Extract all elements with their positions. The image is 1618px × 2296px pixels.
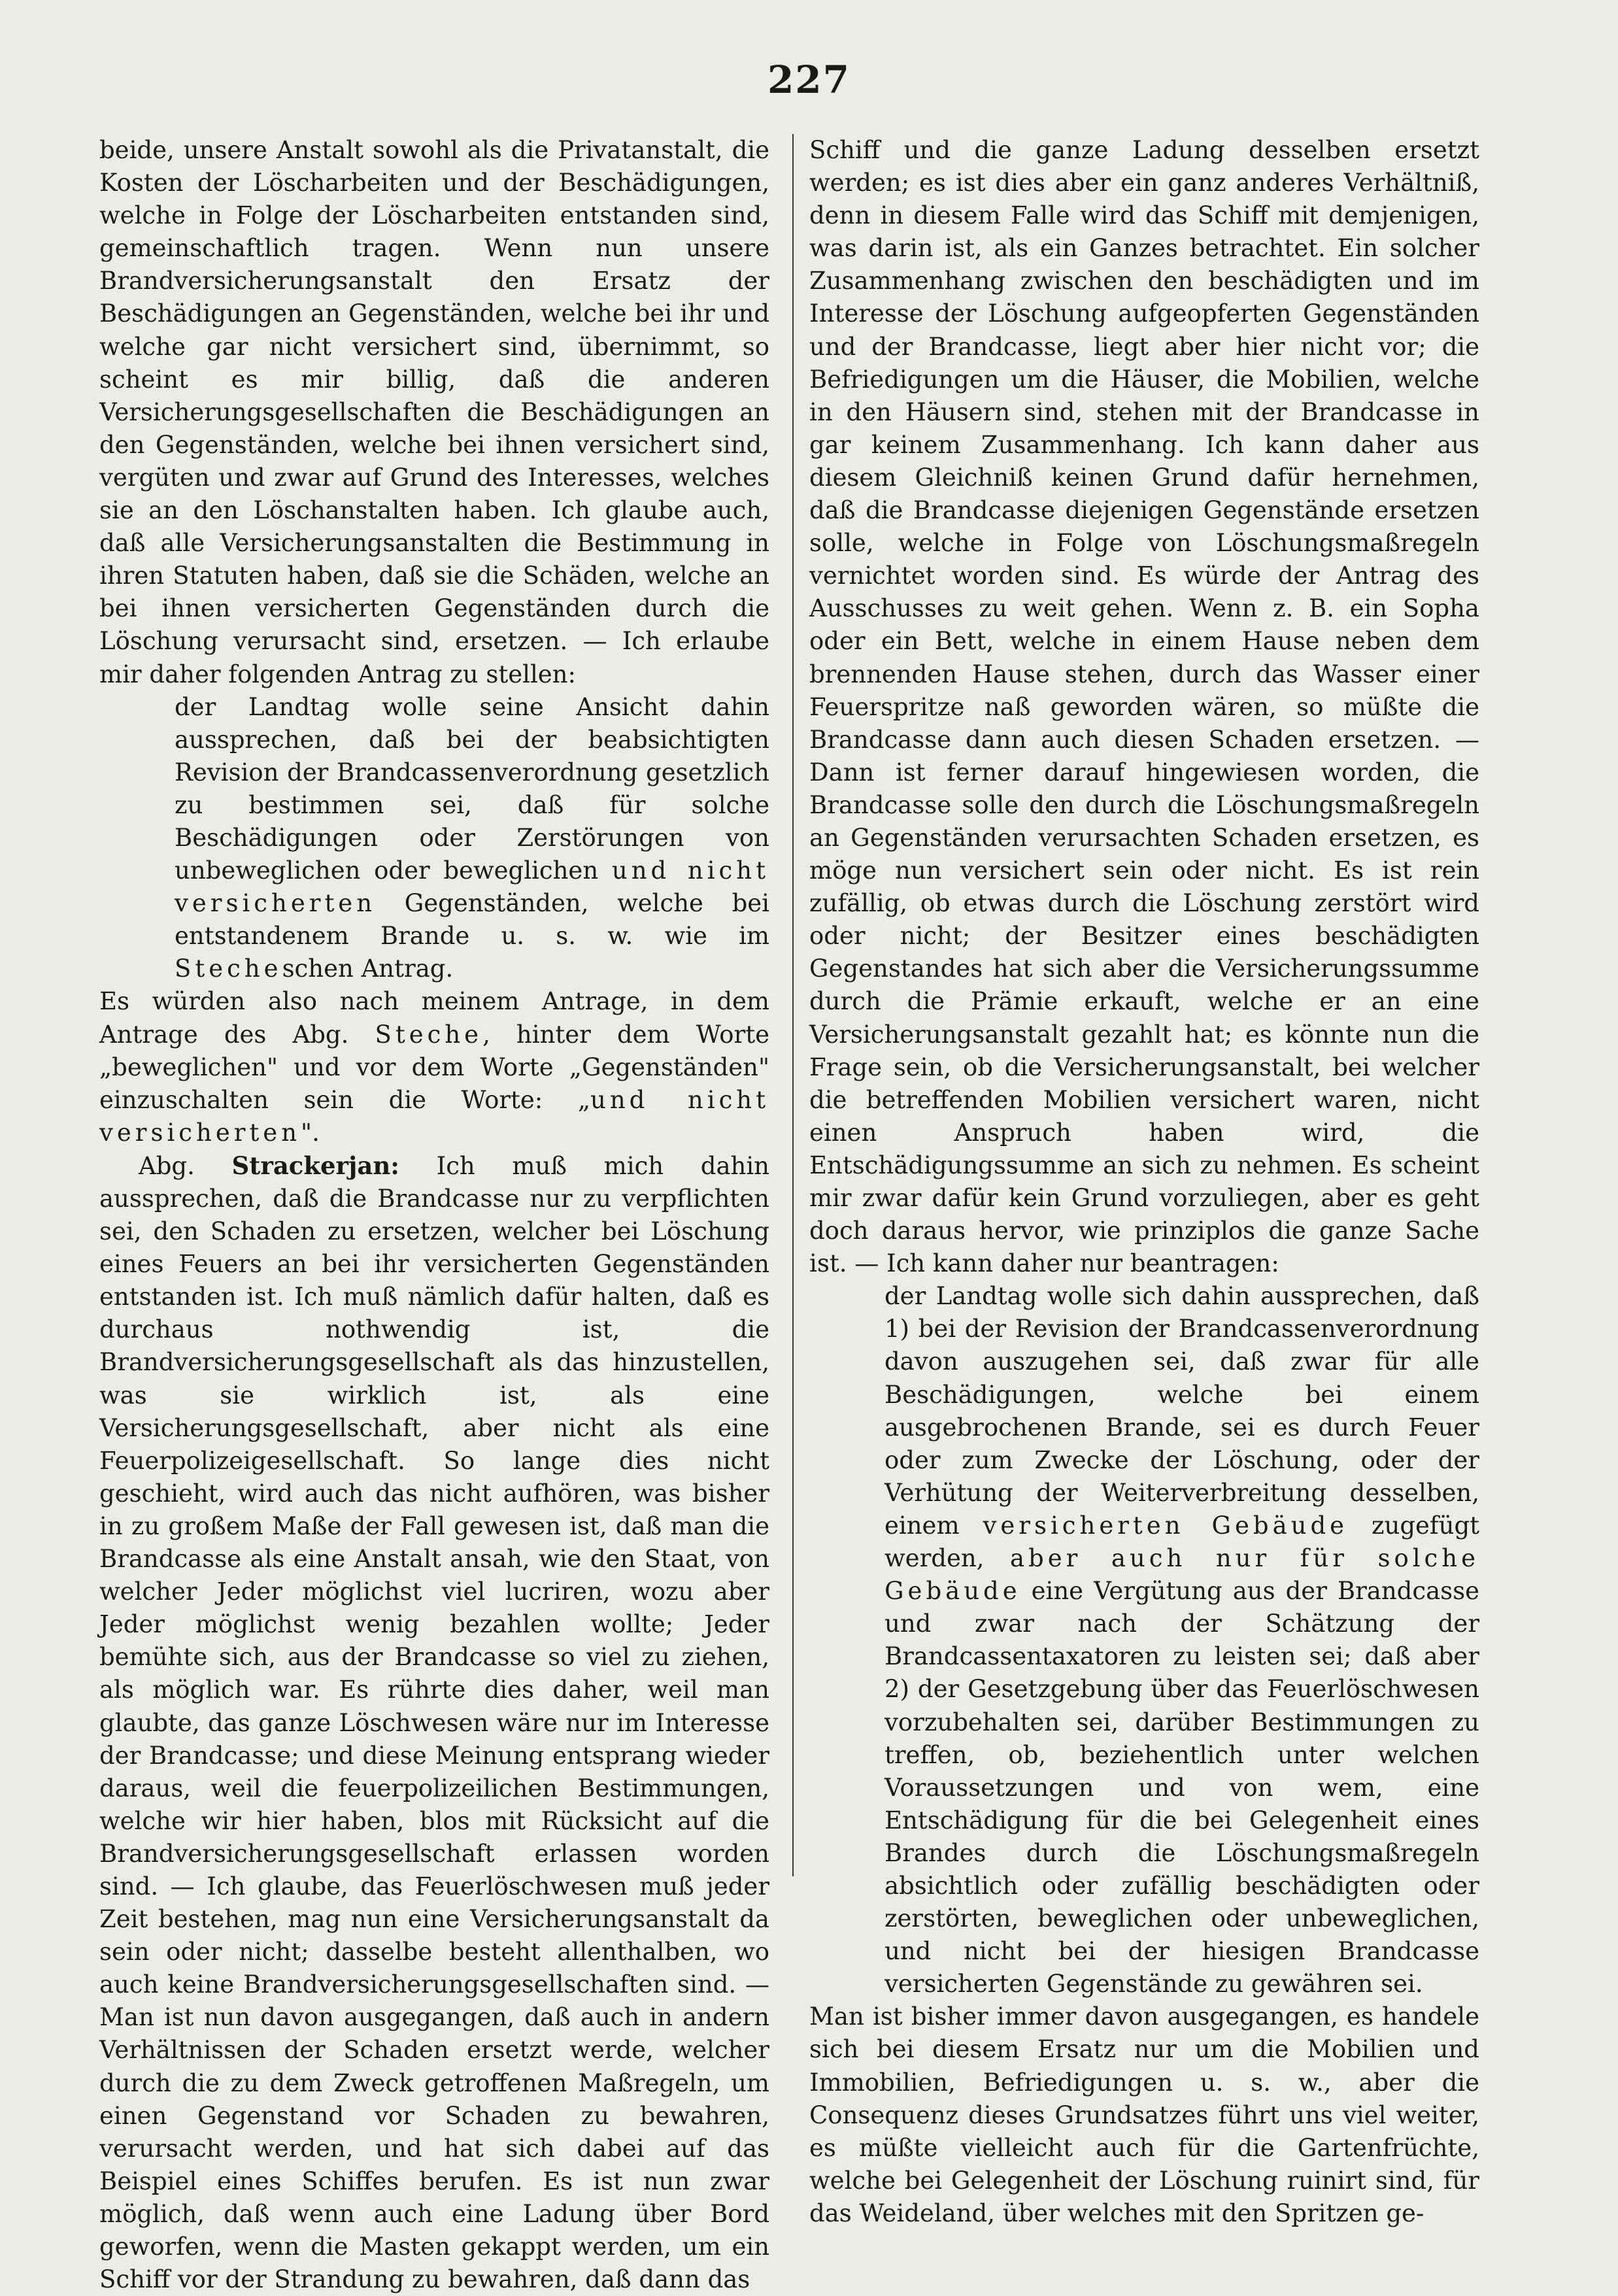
motion-quote (99, 691, 769, 986)
emphasis-spaced: aber auch nur für solche Gebäude (885, 1544, 1479, 1606)
left-column (99, 134, 769, 2296)
text-run: , hinter dem Worte „beweglichen" und vor dem Worte „Gegenständen" einzuschalten sein die Worte: „ (99, 1020, 769, 1114)
column-divider (792, 134, 794, 1876)
emphasis-spaced: und nicht versicherten (175, 856, 769, 918)
speech-text: Ich muß mich dahin aussprechen, daß die Brandcasse nur zu verpflichten sei, den Schaden zu ersetzen, welcher bei Löschung eines Feuers an bei ihr versicherten Gegenständen entstanden ist. Ich muß nämlich dafür halten, daß es durchaus nothwendig ist, die Brandversicherungsgesellschaft als das hinzustellen, was sie wirklich ist, als eine Versicherungsgesellschaft, aber nicht als eine Feuerpolizeigesellschaft. So lange dies nicht geschieht, wird auch das nicht aufhören, was bisher in zu großem Maße der Fall gewesen ist, daß man die Brandcasse als eine Anstalt ansah, wie den Staat, von welcher Jeder möglichst viel lucriren, wozu aber Jeder möglichst wenig bezahlen wollte; Jeder bemühte sich, aus der Brandcasse so viel zu ziehen, als möglich war. Es rührte dies daher, weil man glaubte, das ganze Löschwesen wäre nur im Interesse der Brandcasse; und diese Meinung entsprang wieder daraus, weil die feuerpolizeilichen Bestimmungen, welche wir hier haben, blos mit Rücksicht auf die Brandversicherungsgesellschaft erlassen worden sind. — Ich glaube, das Feuerlöschwesen muß jeder Zeit bestehen, mag nun eine Versicherungsanstalt da sein oder nicht; dasselbe besteht allenthalben, wo auch keine Brandversicherungsgesellschaften sind. — Man ist nun davon ausgegangen, daß auch in andern Verhältnissen der Schaden ersetzt werde, welcher durch die zu dem Zweck getroffenen Maßregeln, um einen Gegenstand vor Schaden zu bewahren, verursacht werden, und hat sich dabei auf das Beispiel eines Schiffes berufen. Es ist nun zwar möglich, daß wenn auch eine Ladung über Bord geworfen, wenn die Masten gekappt werden, um ein Schiff vor der Strandung zu bewahren, daß dann das (99, 1151, 770, 2294)
motion-text: schen Antrag. (282, 954, 454, 983)
page-number: 227 (767, 58, 851, 102)
motion-text: eine Vergütung aus der Brandcasse und zwar nach der Schätzung der Brandcassentaxatoren zu leisten sei; daß aber 2) der Gesetzgebung über das Feuerlöschwesen vorzubehalten sei, darüber Bestimmungen zu treffen, ob, beziehentlich unter welchen Voraussetzungen und von wem, eine Entschädigung für die bei Gelegenheit eines Brandes durch die Löschungsmaßregeln absichtlich oder zufällig beschädigten oder zerstörten, beweglichen oder unbeweglichen, und nicht bei der hiesigen Brandcasse versicherten Gegenstände zu gewähren sei. (885, 1577, 1479, 1999)
speech-paragraph (99, 1149, 769, 2296)
paragraph: Man ist bisher immer davon ausgegangen, es handele sich bei diesem Ersatz nur um die Mobilien und Immobilien, Befriedigungen u. s. w., aber die Consequenz dieses Grundsatzes führt uns viel weiter, es müßte vielleicht auch für die Gartenfrüchte, welche bei Gelegenheit der Löschung ruinirt sind, für das Weideland, über welches mit den Spritzen ge- (809, 2002, 1479, 2227)
motion-text: zugefügt werden, (885, 1511, 1479, 1573)
speaker-name: Strackerjan: (231, 1151, 399, 1180)
paragraph (99, 985, 769, 1149)
paragraph: beide, unsere Anstalt sowohl als die Privatanstalt, die Kosten der Löscharbeiten und der Beschädigungen, welche in Folge der Löscharbeiten entstanden sind, gemeinschaftlich tragen. Wenn nun unsere Brandversicherungsanstalt den Ersatz der Beschädigungen an Gegenständen, welche bei ihr und welche gar nicht versichert sind, übernimmt, so scheint es mir billig, daß die anderen Versicherungsgesellschaften die Beschädigungen an den Gegenständen, welche bei ihnen versichert sind, vergüten und zwar auf Grund des Interesses, welches sie an den Löschanstalten haben. Ich glaube auch, daß alle Versicherungsanstalten die Bestimmung in ihren Statuten haben, daß sie die Schäden, welche an bei ihnen versicherten Gegenständen durch die Löschung verursacht sind, ersetzen. — Ich erlaube mir daher folgenden Antrag zu stellen: (99, 136, 769, 688)
paragraph: Schiff und die ganze Ladung desselben ersetzt werden; es ist dies aber ein ganz anderes Verhältniß, denn in diesem Falle wird das Schiff mit demjenigen, was darin ist, als ein Ganzes betrachtet. Ein solcher Zusammenhang zwischen den beschädigten und im Interesse der Löschung aufgeopferten Gegenständen und der Brandcasse, liegt aber hier nicht vor; die Befriedigungen um die Häuser, die Mobilien, welche in den Häusern sind, stehen mit der Brandcasse in gar keinem Zusammenhang. Ich kann daher aus diesem Gleichniß keinen Grund dafür hernehmen, daß die Brandcasse diejenigen Gegenstände ersetzen solle, welche in Folge von Löschungsmaßregeln vernichtet worden sind. Es würde der Antrag des Ausschusses zu weit gehen. Wenn z. B. ein Sopha oder ein Bett, welche in einem Hause neben dem brennenden Hause stehen, durch das Wasser einer Feuerspritze naß geworden wären, so müßte die Brandcasse dann auch diesen Schaden ersetzen. — Dann ist ferner darauf hingewiesen worden, die Brandcasse solle den durch die Löschungsmaßregeln an Gegenständen verursachten Schaden ersetzen, es möge nun versichert sein oder nicht. Es ist rein zufällig, ob etwas durch die Löschung zerstört wird oder nicht; der Besitzer eines beschädigten Gegenstandes hat sich aber die Versicherungssumme durch die Prämie erkauft, welche er an eine Versicherungsanstalt gezahlt hat; es könnte nun die Frage sein, ob die Versicherungsanstalt, bei welcher die betreffenden Mobilien versichert waren, nicht einen Anspruch haben wird, die Entschädigungssumme an sich zu nehmen. Es scheint mir zwar dafür kein Grund vorzuliegen, aber es geht doch daraus hervor, wie prinziplos die ganze Sache ist. — Ich kann daher nur beantragen: (809, 136, 1479, 1278)
motion-text: der Landtag wolle sich dahin aussprechen, daß 1) bei der Revision der Brandcassenverordnung davon auszugehen sei, daß zwar für alle Beschädigungen, welche bei einem ausgebrochenen Brande, sei es durch Feuer oder zum Zwecke der Löschung, oder der Verhütung der Weiterverbreitung desselben, einem (885, 1282, 1479, 1540)
right-column (809, 134, 1479, 2230)
motion-text: der Landtag wolle seine Ansicht dahin aussprechen, daß bei der beabsichtigten Revision der Brandcassenverordnung gesetzlich zu bestimmen sei, daß für solche Beschädigungen oder Zerstörungen von unbeweglichen oder beweglichen (175, 692, 769, 885)
text-run: ". (301, 1118, 320, 1147)
emphasis-spaced: Steche (375, 1020, 483, 1049)
emphasis-spaced: Steche (175, 954, 282, 983)
emphasis-spaced: versicherten Gebäude (983, 1511, 1349, 1540)
emphasis-spaced: und nicht versicherten (99, 1085, 769, 1147)
motion-quote (809, 1280, 1479, 2001)
speaker-prefix: Abg. (139, 1151, 195, 1180)
motion-text: Gegenständen, welche bei entstandenem Brande u. s. w. wie im (175, 889, 769, 951)
text-run: Es würden also nach meinem Antrage, in dem Antrage des Abg. (99, 987, 769, 1049)
